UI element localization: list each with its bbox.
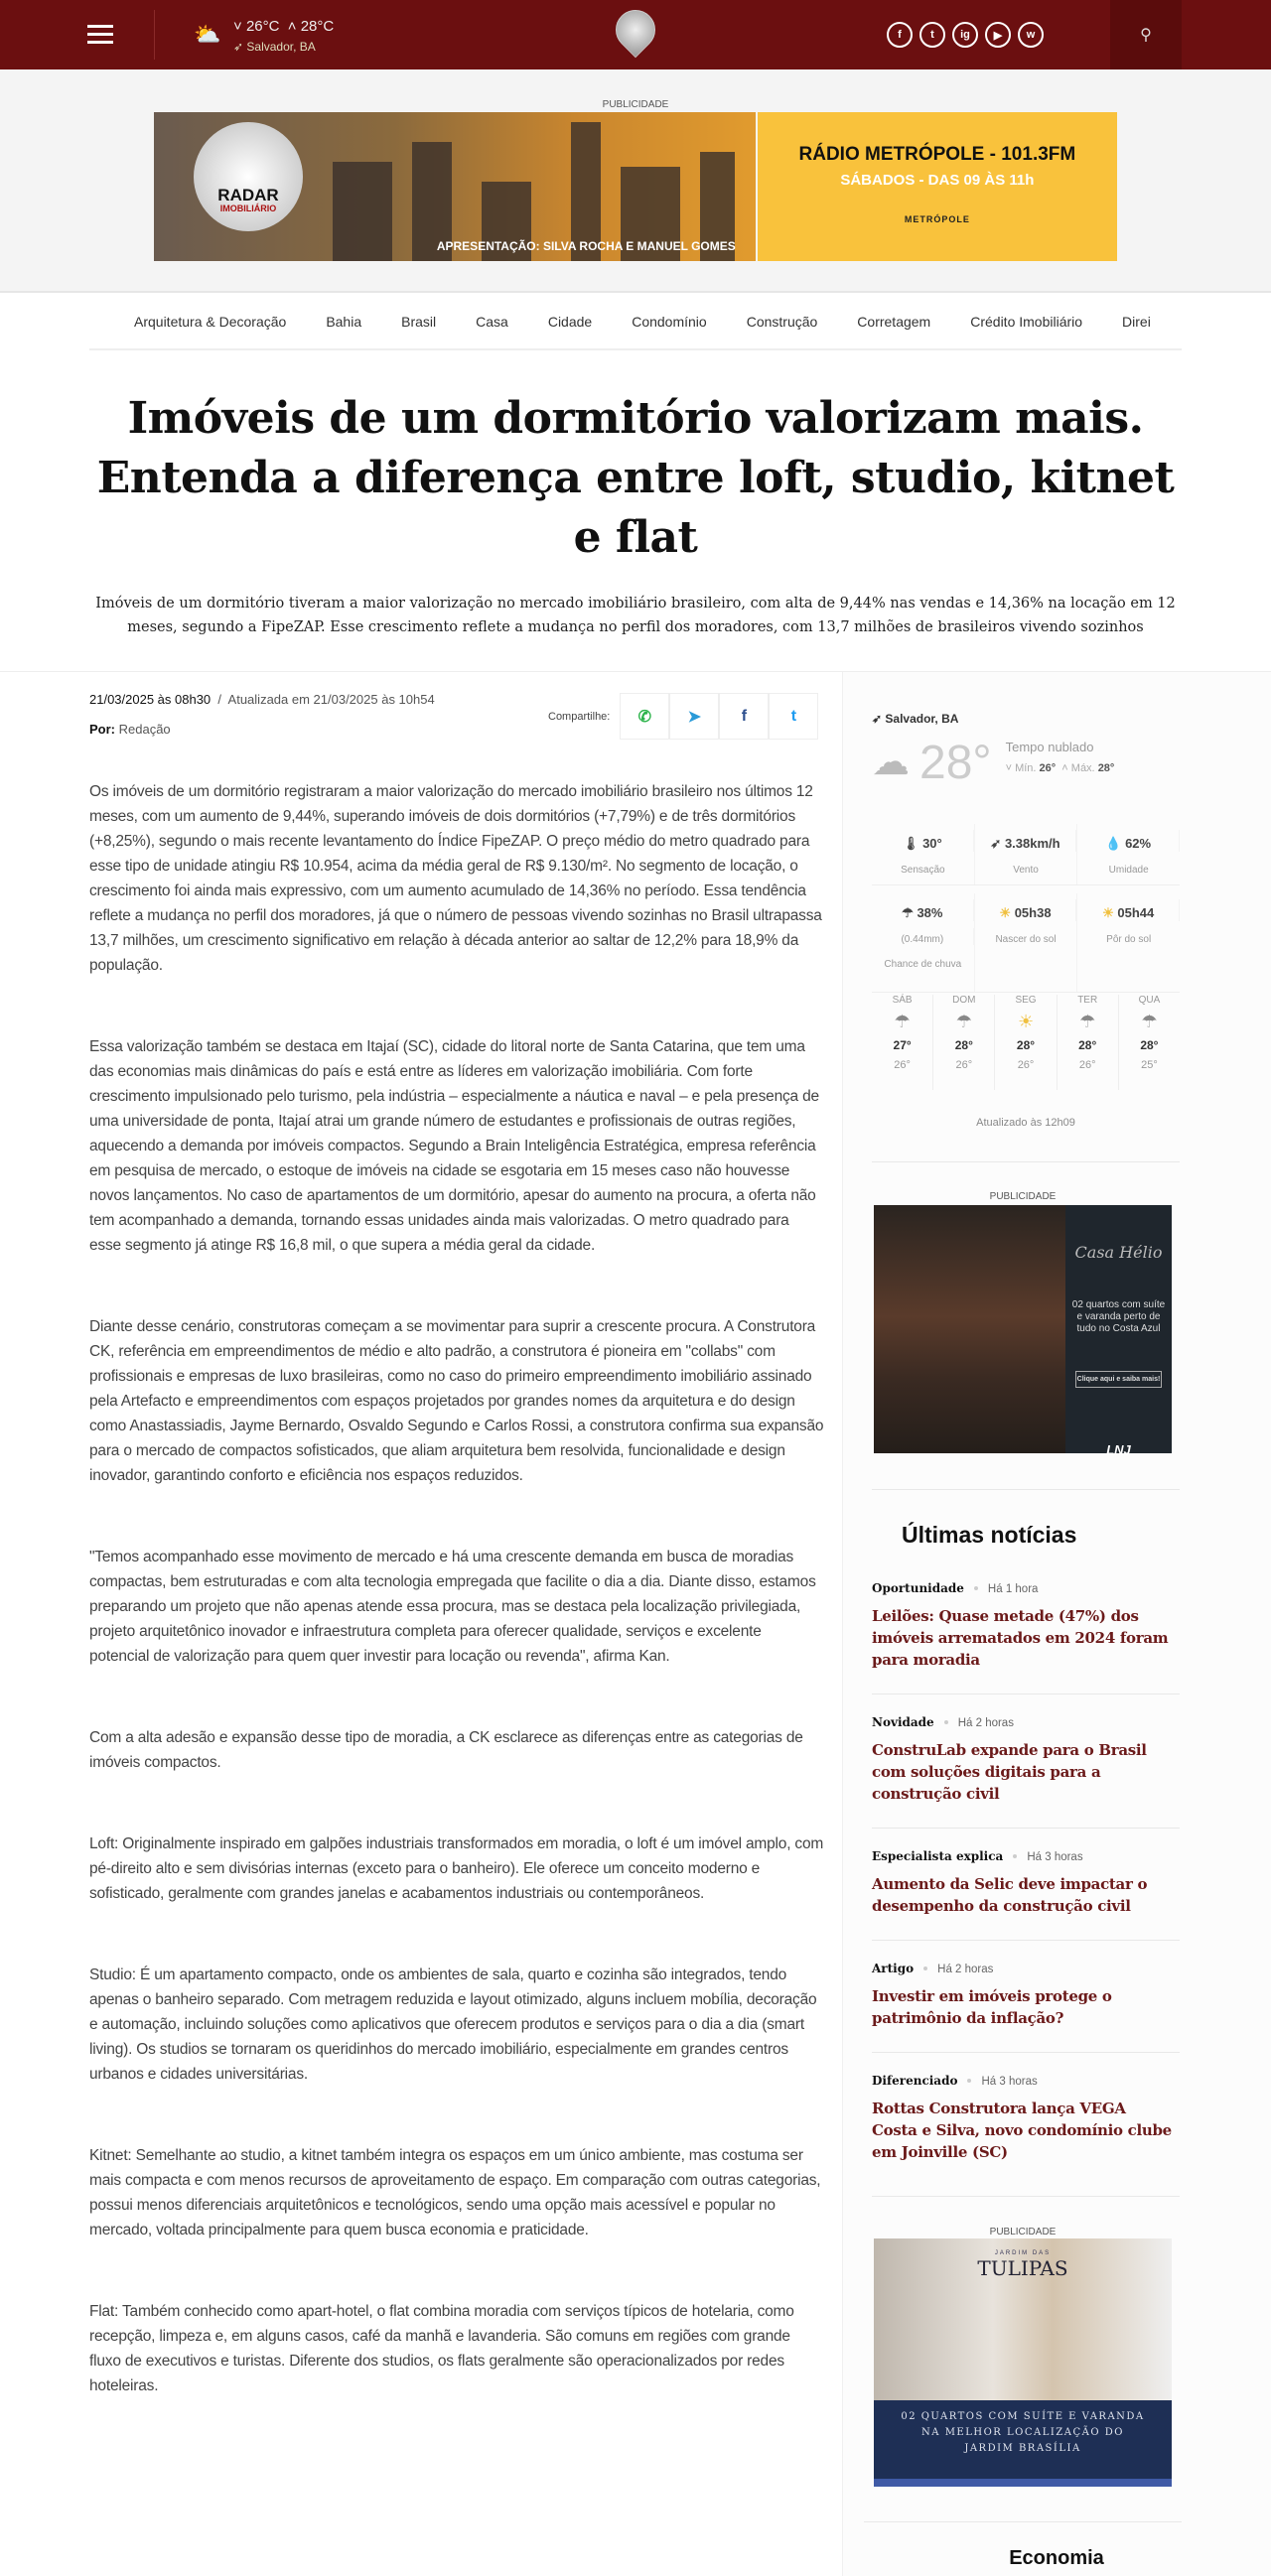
date-separator: / (217, 692, 222, 707)
forecast-day-name: DOM (952, 995, 976, 1006)
latest-news-title: Últimas notícias (902, 1522, 1077, 1548)
radar-logo-sub: IMOBILIÁRIO (219, 203, 277, 213)
stat-humidity (1077, 824, 1180, 884)
author: Redação (118, 722, 171, 737)
news-category: Novidade (872, 1715, 934, 1729)
stat-label: Umidade (1108, 865, 1149, 876)
rain-cloud-icon: ☂ (1141, 1012, 1158, 1031)
article-body (89, 779, 824, 2455)
stat-extra: (0.44mm) (872, 928, 974, 945)
ad-brand: LNJ (1106, 1442, 1131, 1457)
stat-sunrise (975, 893, 1078, 992)
header-temps: ˅ 26°C ˄ 28°C (233, 18, 335, 35)
menu-icon[interactable] (87, 25, 113, 45)
ad-cta: Clique aqui e saiba mais! (1075, 1371, 1162, 1388)
byline (89, 722, 171, 737)
stat-label: Nascer do sol (995, 934, 1057, 945)
sunrise-icon: ☀ (999, 905, 1012, 920)
wind-icon: ➶ (990, 836, 1002, 851)
by-label: Por: (89, 722, 115, 737)
stat-wind (975, 824, 1078, 884)
ad-radio-schedule: SÁBADOS - DAS 09 ÀS 11h (840, 172, 1035, 189)
nav-item[interactable]: Condomínio (632, 314, 707, 330)
logo-pin-icon (608, 2, 664, 59)
site-header (0, 0, 1271, 69)
whatsapp-icon[interactable]: w (1018, 22, 1044, 48)
ad-presenters: APRESENTAÇÃO: SILVA ROCHA E MANUEL GOMES (436, 239, 736, 253)
news-category: Especialista explica (872, 1849, 1004, 1863)
forecast-high: 28° (1078, 1038, 1097, 1052)
divider (872, 1161, 1180, 1162)
weather-minmax: ˅ Mín. 26° ˄ Máx. 28° (1005, 762, 1115, 774)
divider (872, 1940, 1180, 1941)
rain-cloud-icon: ☂ (1079, 1012, 1096, 1031)
news-item (872, 1849, 1175, 1917)
article-paragraph: Os imóveis de um dormitório registraram a maior valorização do mercado imobiliário brasileiro nos últimos 12 meses, com um aumento de 9,44%, superando imóveis de dois dormitórios (+7,79%) e de três dormitórios (+8,25%), segundo o mais recente levantamento do Índice FipeZAP. O preço médio do metro quadrado para esse tipo de unidade atingiu R$ 10.954, acima da média geral de R$ 9.130/m². No segmento de locação, o crescimento foi ainda mais expressivo, com um aumento acumulado de 14,36% no período. Essa tendência reflete a mudança no perfil dos moradores, já que o número de pessoas vivendo sozinhas no Brasil ultrapassa 13,7 milhões, um crescimento significativo em relação à década anterior ao saltar de 12,2% para 18,9% da população. (89, 783, 822, 974)
news-item (872, 1715, 1175, 1805)
nav-item[interactable]: Crédito Imobiliário (970, 314, 1083, 330)
rain-cloud-icon: ☂ (894, 1012, 911, 1031)
article-paragraph: "Temos acompanhado esse movimento de mercado e há uma crescente demanda em busca de moradias compactas, bem estruturadas e com alta tecnologia empregada que facilite o dia a dia. Diante disso, estamos preparando um projeto que não apenas atende essa procura, mas se destaca pela localização privilegiada, projeto arquitetônico inovador e infraestrutura completa para oferecer qualidade, serviços e excelente potencial de valorização para quem quer investir para locação ou revenda", afirma Kan. (89, 1549, 816, 1665)
forecast-low: 26° (894, 1059, 911, 1071)
divider (872, 1828, 1180, 1829)
news-time: Há 3 horas (1027, 1851, 1083, 1863)
article-paragraph: Flat: Também conhecido como apart-hotel, o flat combina moradia com serviços típicos de hotelaria, como recepção, limpeza e, em alguns casos, café da manhã e lavanderia. São comuns em regiões com grande fluxo de executivos e turistas. Diferente dos studios, os flats geralmente são operacionalizados por redes hoteleiras. (89, 2303, 794, 2394)
news-item (872, 1581, 1175, 1671)
max-label: Máx. (1070, 762, 1095, 774)
nav-item[interactable]: Bahia (326, 314, 362, 330)
ad-line: NA MELHOR LOCALIZAÇÃO DO (921, 2427, 1124, 2438)
stat-rain (872, 893, 975, 992)
forecast-day (995, 995, 1057, 1090)
nav-item[interactable]: Direi (1122, 314, 1151, 330)
ad-line: JARDIM BRASÍLIA (964, 2443, 1081, 2454)
forecast-low: 25° (1141, 1059, 1158, 1071)
youtube-icon[interactable]: ▶ (985, 22, 1011, 48)
news-link[interactable]: Aumento da Selic deve impactar o desempenho da construção civil (872, 1875, 1148, 1915)
rain-icon: ☂ (902, 905, 914, 920)
nav-item[interactable]: Construção (746, 314, 818, 330)
instagram-icon[interactable]: ig (952, 22, 978, 48)
forecast-day (872, 995, 933, 1090)
ad-label: PUBLICIDADE (989, 2227, 1057, 2237)
social-links (887, 22, 1044, 48)
forecast-high: 28° (1140, 1038, 1159, 1052)
forecast-day-name: TER (1077, 995, 1098, 1006)
stat-value: 3.38km/h (1004, 836, 1060, 851)
rain-cloud-icon: ☂ (955, 1012, 972, 1031)
sidebar-ad-costa-azul[interactable] (874, 1205, 1172, 1457)
min-label: Mín. (1015, 762, 1037, 774)
cloud-sun-icon: ☁ (872, 742, 910, 783)
forecast-day-name: QUA (1138, 995, 1161, 1006)
weather-description: Tempo nublado (1005, 740, 1094, 754)
divider (872, 2052, 1180, 2053)
forecast-day-name: SÁB (892, 995, 913, 1006)
news-time: Há 2 horas (957, 1717, 1014, 1729)
ad-city-image (154, 112, 756, 261)
ad-radio-logo: METRÓPOLE (904, 214, 970, 224)
news-item (872, 1962, 1175, 2029)
article-paragraph: Kitnet: Semelhante ao studio, a kitnet também integra os espaços em um único ambiente, mas costuma ser mais compacta e com menos recursos de aproveitamento de espaço. Em comparação com outras categorias, possui menos diferenciais arquitetônicos e tecnológicos, sendo uma opção mais acessível e popular no mercado, voltada principalmente para quem busca economia e praticidade. (89, 2147, 821, 2238)
partly-cloudy-icon: ⛅ (194, 22, 221, 47)
ad-line: 02 QUARTOS COM SUÍTE E VARANDA (901, 2411, 1145, 2422)
drop-icon: 💧 (1105, 836, 1122, 851)
economy-section-title: Economia (1009, 2547, 1104, 2569)
news-time: Há 3 horas (981, 2076, 1038, 2088)
share-bar (548, 693, 818, 740)
nav-item[interactable]: Brasil (401, 314, 437, 330)
weather-stats-2 (872, 893, 1180, 993)
radar-logo (194, 122, 303, 231)
ad-balcony-image (874, 1205, 1065, 1453)
sidebar-ad-jardim-tulipas[interactable] (874, 2238, 1172, 2487)
stat-sunset (1077, 893, 1180, 992)
article-dates (89, 692, 435, 707)
stat-value: 62% (1125, 836, 1152, 851)
forecast-high: 27° (893, 1038, 912, 1052)
sun-icon: ☀ (1017, 1012, 1035, 1031)
ad-message: 02 quartos com suíte e varanda perto de tudo no Costa Azul (1071, 1299, 1166, 1334)
published-date: 21/03/2025 às 08h30 (89, 692, 212, 707)
share-whatsapp-icon[interactable]: ✆ (620, 693, 669, 740)
forecast-high: 28° (954, 1038, 973, 1052)
stat-value: 38% (917, 905, 943, 920)
weather-current (872, 737, 1115, 789)
share-telegram-icon[interactable]: ➤ (669, 693, 719, 740)
stat-label: Sensação (901, 865, 945, 876)
facebook-icon[interactable]: f (887, 22, 913, 48)
forecast-day (1058, 995, 1119, 1090)
article-subtitle: Imóveis de um dormitório tiveram a maior valorização no mercado imobiliário brasileiro, com alta de 9,44% nas vendas e 14,36% na locação em 12 meses, segundo a FipeZAP. Esse crescimento reflete a mudança no perfil dos moradores, com 13,7 milhões de brasileiros vivendo sozinhos (95, 596, 1176, 635)
news-category: Oportunidade (872, 1581, 964, 1595)
radar-logo-main: RADAR (217, 186, 279, 204)
forecast-low: 26° (955, 1059, 973, 1071)
site-logo[interactable] (616, 10, 655, 60)
forecast-high: 28° (1016, 1038, 1036, 1052)
share-label: Compartilhe: (548, 710, 611, 723)
min-value: 26° (1039, 762, 1057, 774)
top-ad-zone (0, 69, 1271, 293)
news-item (872, 2074, 1175, 2163)
news-link[interactable]: Rottas Construtora lança VEGA Costa e Silva, novo condomínio clube em Joinville (SC) (872, 2100, 1172, 2161)
forecast-low: 26° (1078, 1059, 1096, 1071)
article-paragraph: Studio: É um apartamento compacto, onde os ambientes de sala, quarto e cozinha são integrados, tendo apenas o banheiro separado. Com metragem reduzida e layout otimizado, alguns incluem mobília, decoração e automação, incluindo soluções como aplicativos que oferecem produtos e serviços para o dia a dia (smart living). Os studios se tornaram os queridinhos do mercado imobiliário, especialmente em grandes centros urbanos e cidades universitárias. (89, 1966, 817, 2083)
news-category: Diferenciado (872, 2074, 958, 2088)
ad-radio-name: RÁDIO METRÓPOLE - 101.3FM (798, 144, 1076, 165)
current-temp: 28° (919, 737, 992, 789)
max-value: 28° (1097, 762, 1115, 774)
news-link[interactable]: Investir em imóveis protege o patrimônio da inflação? (872, 1987, 1112, 2027)
header-temp-min: 26°C (245, 18, 280, 35)
article-paragraph: Com a alta adesão e expansão desse tipo de moradia, a CK esclarece as diferenças entre as categorias de imóveis compactos. (89, 1729, 803, 1771)
ad-livingroom-image (874, 2238, 1172, 2400)
divider (872, 1694, 1180, 1695)
news-time: Há 2 horas (937, 1964, 994, 1975)
stat-feels-like (872, 824, 975, 884)
news-link[interactable]: ConstruLab expande para o Brasil com soluções digitais para a construção civil (872, 1741, 1147, 1803)
header-location: ➶ Salvador, BA (233, 40, 316, 54)
category-nav (89, 293, 1182, 350)
stat-label: Pôr do sol (1106, 934, 1152, 945)
ad-brand: TULIPAS (977, 2256, 1068, 2280)
news-link[interactable]: Leilões: Quase metade (47%) dos imóveis arrematados em 2024 foram para moradia (872, 1607, 1169, 1669)
weather-location: ➶ Salvador, BA (872, 712, 959, 726)
share-twitter-icon[interactable]: t (769, 693, 818, 740)
twitter-icon[interactable]: t (919, 22, 945, 48)
search-button[interactable] (1110, 0, 1182, 69)
stat-label: Vento (1013, 865, 1039, 876)
nav-item[interactable]: Corretagem (857, 314, 931, 330)
nav-item[interactable]: Arquitetura & Decoração (134, 314, 287, 330)
search-icon: ⚲ (1140, 27, 1152, 44)
ad-brand-top: JARDIM DAS (994, 2250, 1052, 2256)
news-time: Há 1 hora (987, 1583, 1039, 1595)
nav-item[interactable]: Cidade (547, 314, 593, 330)
article-title: Imóveis de um dormitório valorizam mais. Entenda a diferença entre loft, studio, kitnet e flat (96, 393, 1175, 563)
stat-value: 05h44 (1117, 905, 1155, 920)
divider (872, 2196, 1180, 2197)
article-paragraph: Loft: Originalmente inspirado em galpões industriais transformados em moradia, o loft é um imóvel amplo, com pé-direito alto e sem divisórias internas (exceto para o banheiro). Ele oferece um conceito moderno e sofisticado, geralmente com grandes janelas e acabamentos industriais ou contemporâneos. (89, 1835, 824, 1902)
sunset-icon: ☀ (1102, 905, 1114, 920)
divider (872, 1489, 1180, 1490)
ad-signature: Casa Hélio (1074, 1243, 1163, 1262)
forecast-low: 26° (1017, 1059, 1035, 1071)
news-category: Artigo (872, 1962, 915, 1975)
ad-label: PUBLICIDADE (989, 1191, 1057, 1202)
top-ad-banner[interactable] (154, 112, 1117, 261)
nav-item[interactable]: Casa (476, 314, 508, 330)
thermometer-icon: 🌡 (902, 836, 919, 851)
forecast-day (1119, 995, 1180, 1090)
weather-location-text: Salvador, BA (885, 712, 959, 726)
header-temp-max: 28°C (300, 18, 335, 35)
stat-value: 30° (922, 836, 942, 851)
stat-value: 05h38 (1014, 905, 1052, 920)
updated-date: Atualizada em 21/03/2025 às 10h54 (227, 692, 435, 707)
header-location-text: Salvador, BA (246, 40, 316, 54)
article-paragraph: Diante desse cenário, construtoras começam a se movimentar para suprir a crescente procura. A Construtora CK, referência em empreendimentos de médio e alto padrão, a construtora é pioneira em "collabs" com profissionais e empresas de luxo brasileiras, como no caso do primeiro empreendimento imobiliário assinado pela Artefacto e empreendimentos com espaços projetados por grandes nomes da arquitetura e do design como Anastassiadis, Jayme Bernardo, Osvaldo Segundo e Carlos Rossi, a construtora confirma sua expansão para o mercado de compactos sofisticados, que aliam arquitetura bem resolvida, funcionalidade e design inovador, garantindo conforto e eficiência nos espaços reduzidos. (89, 1318, 824, 1484)
ad-label: PUBLICIDADE (602, 99, 669, 110)
forecast-day-name: SEG (1015, 995, 1037, 1006)
forecast (872, 995, 1180, 1090)
share-facebook-icon[interactable]: f (719, 693, 769, 740)
weather-updated: Atualizado às 12h09 (976, 1117, 1075, 1129)
stat-label: Chance de chuva (884, 959, 962, 970)
article-paragraph: Essa valorização também se destaca em Itajaí (SC), cidade do litoral norte de Santa Catarina, que tem uma das economias mais dinâmicas do país e está entre as líderes em valorização imobiliária. Com forte crescimento impulsionado pelo turismo, pela indústria – especialmente a náutica e naval – e pela presença de uma universidade de ponta, Itajaí atrai um grande número de estudantes e profissionais de outras regiões, aquecendo a demanda por imóveis compactos. Segundo a Brain Inteligência Estratégica, empresa referência em pesquisa de mercado, o estoque de imóveis na cidade se esgotaria em 15 meses caso não houvesse novos lançamentos. No caso de apartamentos de um dormitório, apesar do aumento na procura, a oferta não tem acompanhado a demanda, tornando essas unidades ainda mais valorizadas. O metro quadrado para esse segmento já atinge R$ 16,8 mil, o que supera a média geral da cidade. (89, 1038, 819, 1254)
header-divider (154, 10, 155, 60)
forecast-day (933, 995, 995, 1090)
weather-stats (872, 824, 1180, 885)
divider (864, 2521, 1182, 2522)
ad-radio-panel (758, 112, 1117, 261)
